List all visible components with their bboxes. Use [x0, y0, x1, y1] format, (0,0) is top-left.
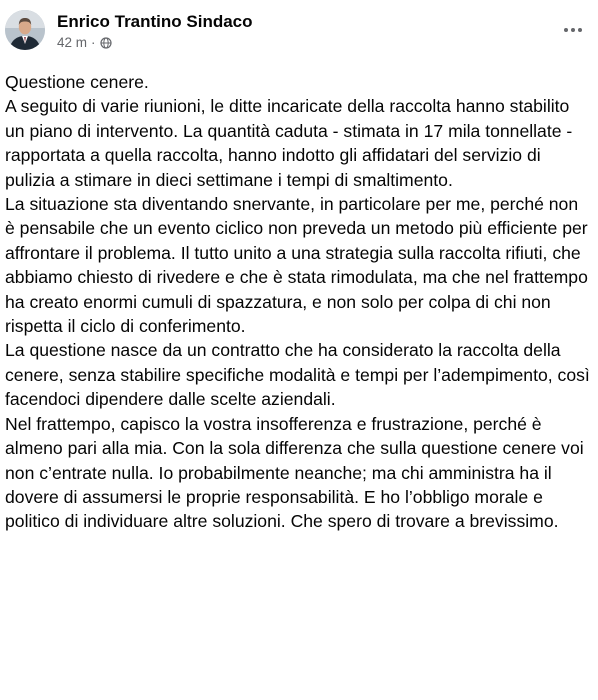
- post-body-text: Questione cenere. A seguito di varie riunioni, le ditte incaricate della raccolta hanno stabilito un piano di intervento. La quantità caduta - stimata in 17 mila tonnellate - rapportata a quella raccolta, hanno indotto gli affidatari del servizio di pulizia a stimare in dieci settimane i tempi di smaltimento. La situazione sta diventando snervante, in particolare per me, perché non è pensabile che un evento ciclico non preveda un metodo più efficiente per affrontare il problema. Il tutto unito a una strategia sulla raccolta rifiuti, che abbiamo chiesto di rivedere e che è stata rimodulata, ma che nel frattempo ha creato enormi cumuli di spazzatura, e non solo per colpa di chi non rispetta il ciclo di conferimento. La questione nasce da un contratto che ha considerato la raccolta della cenere, senza stabilire specifiche modalità e tempi per l’adempimento, così facendoci dipendere dalle scelte aziendali. Nel frattempo, capisco la vostra insofferenza e frustrazione, perché è almeno pari alla mia. Con la sola differenza che sulla questione cenere voi non c’entrate nulla. Io probabilmente neanche; ma chi amministra ha il dovere di assumersi le proprie responsabilità. E ho l’obbligo morale e politico di individuare altre soluzioni. Che spero di trovare a brevissimo.: [5, 72, 590, 532]
- more-options-icon: [563, 27, 583, 33]
- meta-separator: ·: [91, 35, 96, 50]
- more-options-button[interactable]: [561, 18, 585, 42]
- post-meta: [57, 35, 112, 50]
- post-timestamp[interactable]: 42 m: [57, 35, 88, 50]
- globe-icon[interactable]: [100, 37, 112, 49]
- author-avatar[interactable]: [5, 10, 45, 50]
- post-header: [5, 10, 593, 62]
- profile-photo-icon: [5, 10, 45, 50]
- author-name-link[interactable]: Enrico Trantino Sindaco: [57, 12, 253, 31]
